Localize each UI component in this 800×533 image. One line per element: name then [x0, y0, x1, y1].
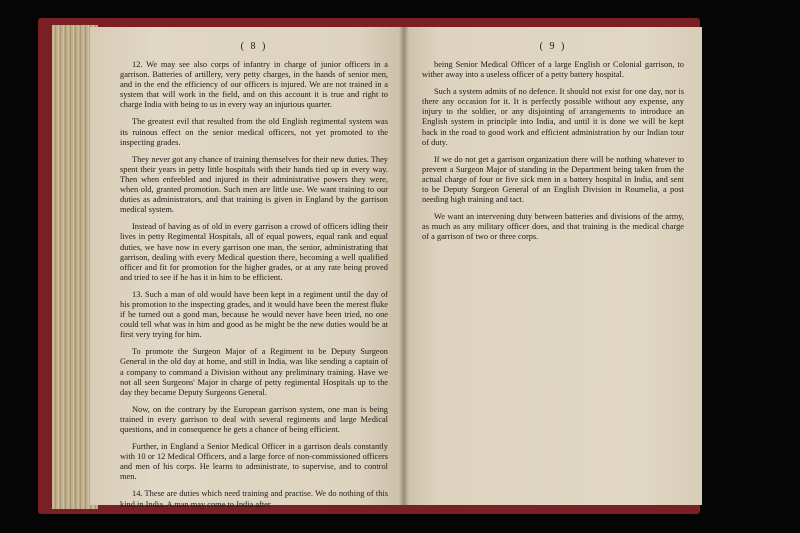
paragraph: 12. We may see also corps of infantry in charge of junior officers in a garrison. Batteries of artillery, very petty charges, in the hands of senior men, and in the end the efficiency of our officers is injured. We are not trained in a system that will work in the field, and on this account it is true and right to charge India with being to us in every way an injurious quarter. [120, 60, 388, 110]
paragraph: We want an intervening duty between batteries and divisions of the army, as much as any military officer does, and that training is the medical charge of a garrison of two or three corps. [422, 212, 684, 242]
paragraph: Now, on the contrary by the European garrison system, one man is being trained in every garrison to deal with several regiments and large Medical questions, and in consequence he gets a chance of being efficient. [120, 404, 388, 434]
paragraph: Further, in England a Senior Medical Officer in a garrison deals constantly with 10 or 12 Medical Officers, and a large force of non-commissioned officers and men of his corps. He learns to administrate, to supervise, and to control men. [120, 442, 388, 482]
paragraph: They never got any chance of training themselves for their new duties. They spent their years in petty little hospitals with their hands tied up in every way. Then when enfeebled and injured in their administrative powers they were, when old, granted promotion. Such men are little use. We want training to our duties as administrators, and that training is given in England by the garrison medical system. [120, 154, 388, 215]
paragraph: being Senior Medical Officer of a large English or Colonial garrison, to wither away into a useless officer of a petty battery hospital. [422, 60, 684, 80]
book-gutter [399, 27, 409, 505]
paragraph: The greatest evil that resulted from the old English regimental system was its ruinous effect on the senior medical officers, not yet promoted to the inspecting grades. [120, 117, 388, 147]
page-number-left: ( 8 ) [240, 41, 268, 52]
paragraph: If we do not get a garrison organization there will be nothing whatever to prevent a Surgeon Major of standing in the Department being taken from the actual charge of four or five sick men in a battery hospital in India, and sent to be Deputy Surgeon General of an English Division in Roumelia, a post needing high training and tact. [422, 154, 684, 205]
paragraph: 13. Such a man of old would have been kept in a regiment until the day of his promotion to the inspecting grades, and it would have been the merest fluke if he turned out a good man, because he would never have been tried, no one could tell what was in him and good as he might be the new duties would be at first very trying for him. [120, 289, 388, 340]
paragraph: Instead of having as of old in every garrison a crowd of officers idling their lives in petty Regimental Hospitals, all of equal powers, equal rank and equal duties, we have now in every garrison one man, the senior, administrating that garrison, dealing with every Medical question there, becoming a well qualified officer and fit for promotion for the higher grades, or at any rate being proved and tried to see if he has it in him to be efficient. [120, 222, 388, 282]
page-number-right: ( 9 ) [539, 41, 567, 52]
paragraph: To promote the Surgeon Major of a Regiment to be Deputy Surgeon General in the old day at home, and still in India, was like sending a captain of a company to command a Division without any preliminary training. Have we not all seen Surgeons' Major in charge of petty regimental Hospitals up to the day they became Deputy Surgeons General. [120, 347, 388, 397]
paragraph: 14. These are duties which need training and practise. We do nothing of this kind in India. A man may come to India after [120, 489, 388, 509]
right-page [404, 27, 702, 505]
paragraph: Such a system admits of no defence. It should not exist for one day, nor is there any occasion for it. It is perfectly possible without any expense, any injury to the soldier, or any disjointing of arrangements to introduce an English system in principle into India, and until it is done we will be kept back in the road to good work and efficient administration by our Indian tour of duty. [422, 87, 684, 147]
left-page [90, 27, 404, 509]
